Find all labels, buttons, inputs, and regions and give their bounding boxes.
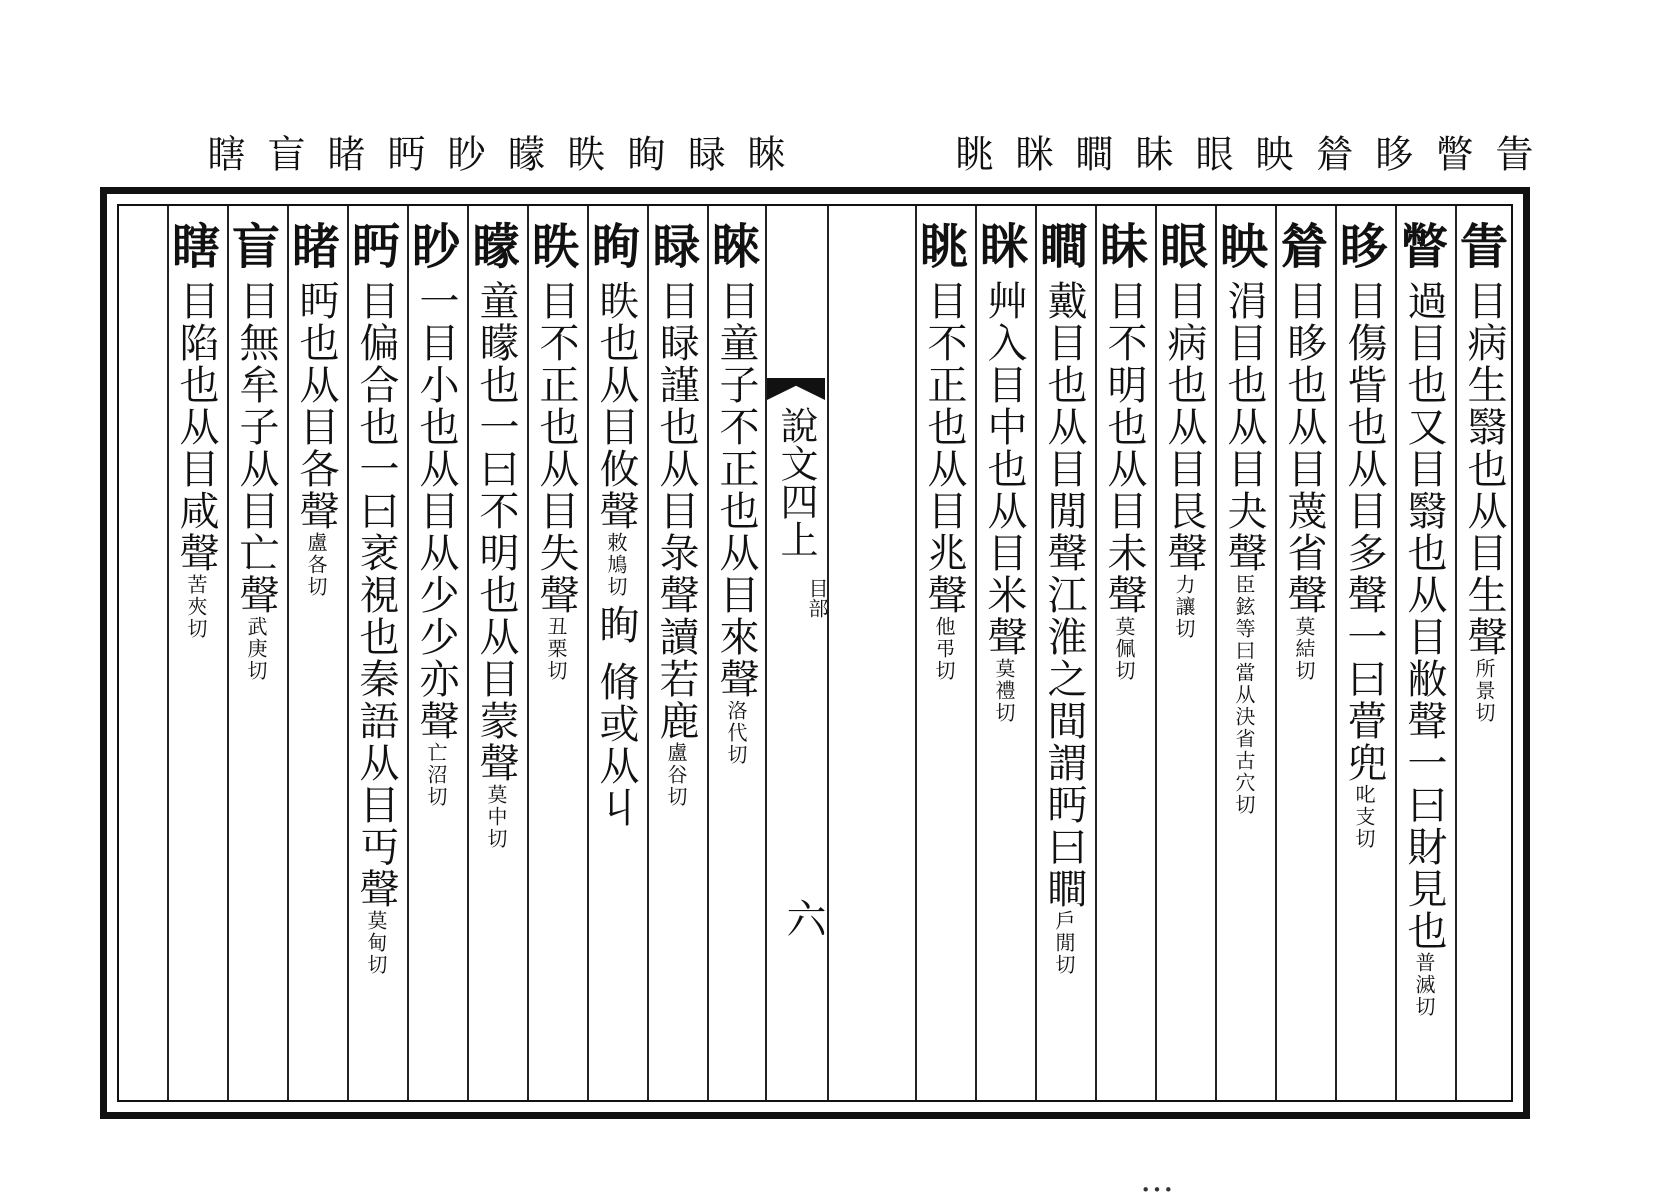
fishtail-mark bbox=[767, 378, 825, 400]
fanqie-note: 所景切 bbox=[1472, 658, 1496, 724]
dictionary-entry bbox=[707, 218, 765, 1123]
seal-script-character: 睹 bbox=[291, 219, 340, 275]
dictionary-entry bbox=[1095, 218, 1153, 1123]
entry-text: 目睩謹也从目彔聲讀若鹿盧谷切 bbox=[653, 280, 699, 808]
headword: 眺 bbox=[949, 134, 993, 172]
fanqie-note: 他弔切 bbox=[932, 616, 956, 682]
fanqie-note: 丑栗切 bbox=[544, 616, 568, 682]
seal-script-character: 眚 bbox=[1459, 219, 1508, 275]
fanqie-note: 普滅切 bbox=[1412, 952, 1436, 1018]
fanqie-note: 臣鉉等曰當从決省古穴切 bbox=[1232, 574, 1256, 816]
seal-script-character: 睞 bbox=[711, 219, 760, 275]
variant-form: 眴 脩或从丩 bbox=[593, 604, 639, 829]
entry-text: 目眵也从目蔑省聲莫結切 bbox=[1281, 280, 1327, 682]
column-rule bbox=[587, 206, 589, 1100]
headword: 盲 bbox=[261, 134, 305, 172]
column-rule bbox=[1155, 206, 1157, 1100]
dictionary-entry bbox=[647, 218, 705, 1123]
headword: 䁞 bbox=[1309, 134, 1353, 172]
column-rule bbox=[827, 206, 829, 1100]
entry-text: 目童子不正也从目來聲洛代切 bbox=[713, 280, 759, 766]
seal-script-character: 眛 bbox=[1099, 219, 1148, 275]
column-rule bbox=[975, 206, 977, 1100]
seal-script-character: 眏 bbox=[1219, 219, 1268, 275]
headword-row bbox=[126, 134, 1544, 184]
dictionary-entry bbox=[287, 218, 345, 1123]
fanqie-note: 亡沼切 bbox=[424, 742, 448, 808]
headword: 眚 bbox=[1489, 134, 1533, 172]
seal-script-character: 眇 bbox=[411, 219, 460, 275]
entry-text: 目不明也从目未聲莫佩切 bbox=[1101, 280, 1147, 682]
seal-script-character: 眺 bbox=[919, 219, 968, 275]
section-label: 目部 bbox=[805, 578, 829, 618]
dictionary-entry bbox=[915, 218, 973, 1123]
column-rule bbox=[915, 206, 917, 1100]
entry-text: 童矇也一曰不明也从目蒙聲莫中切 bbox=[473, 280, 519, 850]
entry-text: 過目也又目翳也从目敝聲一曰財見也普滅切 bbox=[1401, 280, 1447, 1018]
dictionary-entry bbox=[227, 218, 285, 1123]
dictionary-entry bbox=[347, 218, 405, 1123]
dictionary-entry bbox=[1035, 218, 1093, 1123]
seal-script-character: 矇 bbox=[471, 219, 520, 275]
column-rule bbox=[167, 206, 169, 1100]
book-title: 說文四上 bbox=[774, 406, 818, 558]
entry-text: 目傷眥也从目多聲一曰瞢兜叱支切 bbox=[1341, 280, 1387, 850]
entry-text: 目陷也从目咸聲苦夾切 bbox=[173, 280, 219, 640]
dictionary-entry bbox=[1275, 218, 1333, 1123]
column-rule bbox=[227, 206, 229, 1100]
headword: 眇 bbox=[441, 134, 485, 172]
entry-text: 眄也从目各聲盧各切 bbox=[293, 280, 339, 598]
fanqie-note: 洛代切 bbox=[724, 700, 748, 766]
entry-text: 目不正也从目失聲丑栗切 bbox=[533, 280, 579, 682]
entry-text: 眣也从目攸聲敕鳩切眴 脩或从丩 bbox=[593, 280, 639, 829]
headword: 眴 bbox=[621, 134, 665, 172]
seal-script-character: 眼 bbox=[1159, 219, 1208, 275]
column-rule bbox=[647, 206, 649, 1100]
dictionary-entry bbox=[1215, 218, 1273, 1123]
seal-script-character: 眴 bbox=[591, 219, 640, 275]
column-rule bbox=[287, 206, 289, 1100]
entry-text: 一目小也从目从少少亦聲亡沼切 bbox=[413, 280, 459, 808]
seal-script-character: 眄 bbox=[351, 219, 400, 275]
entry-text: 目病也从目艮聲力讓切 bbox=[1161, 280, 1207, 640]
seal-script-character: 眵 bbox=[1339, 219, 1388, 275]
headword: 睩 bbox=[681, 134, 725, 172]
page-frame bbox=[100, 187, 1530, 1119]
seal-script-character: 睩 bbox=[651, 219, 700, 275]
column-rule bbox=[1275, 206, 1277, 1100]
column-rule bbox=[407, 206, 409, 1100]
dictionary-entry bbox=[467, 218, 525, 1123]
column-rule bbox=[1395, 206, 1397, 1100]
column-rule bbox=[347, 206, 349, 1100]
dictionary-entry bbox=[587, 218, 645, 1123]
fanqie-note: 叱支切 bbox=[1352, 784, 1376, 850]
seal-script-character: 瞷 bbox=[1039, 219, 1088, 275]
seal-script-character: 瞎 bbox=[171, 219, 220, 275]
entry-text: 目病生翳也从目生聲所景切 bbox=[1461, 280, 1507, 724]
seal-script-character: 眣 bbox=[531, 219, 580, 275]
headword: 睹 bbox=[321, 134, 365, 172]
column-rule bbox=[527, 206, 529, 1100]
dictionary-entry bbox=[1155, 218, 1213, 1123]
entry-text: 戴目也从目閒聲江淮之間謂眄曰瞷戶閒切 bbox=[1041, 280, 1087, 976]
column-rule bbox=[1095, 206, 1097, 1100]
headword: 眵 bbox=[1369, 134, 1413, 172]
fanqie-note: 武庚切 bbox=[244, 616, 268, 682]
entry-text: 目無牟子从目亡聲武庚切 bbox=[233, 280, 279, 682]
entry-text: 目不正也从目兆聲他弔切 bbox=[921, 280, 967, 682]
dictionary-entry bbox=[1455, 218, 1513, 1123]
dictionary-entry bbox=[975, 218, 1033, 1123]
dictionary-entry bbox=[407, 218, 465, 1123]
fanqie-note: 莫中切 bbox=[484, 784, 508, 850]
column-rule bbox=[765, 206, 767, 1100]
fanqie-note: 戶閒切 bbox=[1052, 910, 1076, 976]
fanqie-note: 盧谷切 bbox=[664, 742, 688, 808]
dictionary-entry bbox=[1335, 218, 1393, 1123]
fanqie-note: 莫甸切 bbox=[364, 910, 388, 976]
entry-text: 艸入目中也从目米聲莫禮切 bbox=[981, 280, 1027, 724]
column-rule bbox=[1215, 206, 1217, 1100]
headword: 眏 bbox=[1249, 134, 1293, 172]
column-rule bbox=[467, 206, 469, 1100]
column-rule bbox=[1335, 206, 1337, 1100]
headword: 眣 bbox=[561, 134, 605, 172]
fanqie-note: 苦夾切 bbox=[184, 574, 208, 640]
center-column bbox=[767, 218, 829, 1123]
headword: 瞥 bbox=[1429, 134, 1473, 172]
entry-text: 涓目也从目夬聲臣鉉等曰當从決省古穴切 bbox=[1221, 280, 1267, 816]
seal-script-character: 䁞 bbox=[1279, 219, 1328, 275]
bottom-text: … bbox=[1140, 1160, 1234, 1200]
text-block bbox=[117, 204, 1513, 1102]
dictionary-entry bbox=[1395, 218, 1453, 1123]
entry-text: 目偏合也一曰衺視也秦語从目丏聲莫甸切 bbox=[353, 280, 399, 976]
fanqie-note: 力讓切 bbox=[1172, 574, 1196, 640]
headword: 眄 bbox=[381, 134, 425, 172]
dictionary-entry bbox=[527, 218, 585, 1123]
fanqie-note: 莫佩切 bbox=[1112, 616, 1136, 682]
fanqie-note: 莫結切 bbox=[1292, 616, 1316, 682]
headword: 瞷 bbox=[1069, 134, 1113, 172]
headword: 睞 bbox=[741, 134, 785, 172]
fanqie-note: 盧各切 bbox=[304, 532, 328, 598]
headword: 眛 bbox=[1129, 134, 1173, 172]
seal-script-character: 盲 bbox=[231, 219, 280, 275]
column-rule bbox=[1455, 206, 1457, 1100]
dictionary-entry bbox=[167, 218, 225, 1123]
headword: 瞎 bbox=[201, 134, 245, 172]
headword: 矇 bbox=[501, 134, 545, 172]
fanqie-note: 敕鳩切 bbox=[604, 532, 628, 598]
column-rule bbox=[707, 206, 709, 1100]
column-rule bbox=[1035, 206, 1037, 1100]
fanqie-note: 莫禮切 bbox=[992, 658, 1016, 724]
page-number: 六 bbox=[780, 898, 826, 938]
seal-script-character: 瞥 bbox=[1399, 219, 1448, 275]
headword: 眼 bbox=[1189, 134, 1233, 172]
headword: 眯 bbox=[1009, 134, 1053, 172]
seal-script-character: 眯 bbox=[979, 219, 1028, 275]
